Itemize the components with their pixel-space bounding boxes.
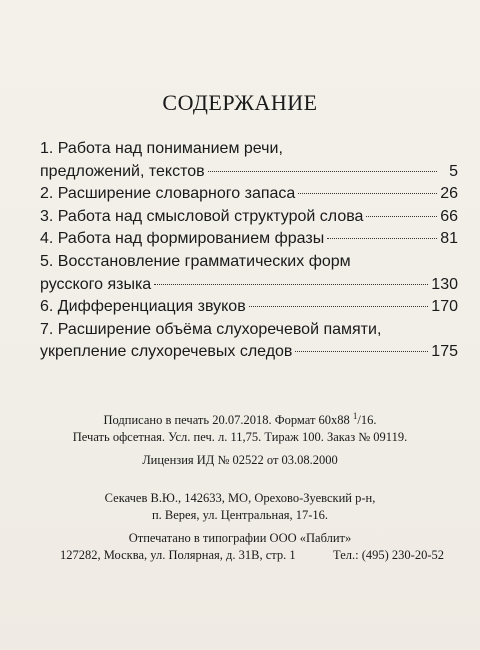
toc-leader-dots [154, 284, 428, 285]
publisher-line-1: Секачев В.Ю., 142633, МО, Орехово-Зуевский р-н, [104, 491, 376, 505]
toc-entry-text: 5. Восстановление грамматических форм [40, 252, 351, 270]
toc-page-number: 5 [449, 162, 458, 180]
printer-line-2 [0, 547, 480, 564]
printer-info [0, 530, 480, 564]
toc-leader-dots [366, 216, 437, 217]
toc-page-number: 170 [431, 298, 458, 316]
toc-entry [40, 319, 458, 342]
toc-entry-text: 2. Расширение словарного запаса [40, 185, 296, 203]
toc-page-number: 26 [440, 185, 458, 203]
toc-leader-dots [298, 193, 437, 194]
page-title: СОДЕРЖАНИЕ [162, 90, 318, 115]
toc-entry-text: 7. Расширение объёма слухоречевой памяти, [40, 320, 382, 338]
table-of-contents [40, 138, 458, 364]
toc-entry-text: 1. Работа над пониманием речи, [40, 140, 283, 157]
publisher-info [0, 490, 480, 524]
toc-entry [40, 183, 458, 206]
toc-leader-dots [295, 351, 428, 352]
toc-entry [40, 251, 458, 274]
toc-entry-text: 4. Работа над формированием фразы [40, 230, 325, 248]
toc-entry [40, 206, 458, 229]
toc-entry [40, 341, 458, 364]
toc-entry-text: 3. Работа над смысловой структурой слова [40, 207, 364, 225]
toc-leader-dots [208, 171, 437, 172]
toc-entry-text: русского языка [40, 275, 152, 293]
printer-line-1: Отпечатано в типографии ООО «Паблит» [128, 531, 352, 545]
toc-entry-text: укрепление слухоречевых следов [40, 343, 293, 361]
toc-page-number: 130 [431, 275, 458, 293]
toc-entry [40, 296, 458, 319]
format-fraction-sub: /16. [357, 413, 377, 428]
printer-phone: Тел.: (495) 230-20-52 [333, 548, 444, 562]
signed-text: Подписано в печать 20.07.2018. Формат 60x88 [103, 413, 350, 428]
format-fraction-sup: 1 [352, 411, 358, 421]
toc-entry-text: предложений, текстов [40, 162, 205, 180]
printer-address: 127282, Москва, ул. Полярная, д. 31В, стр. 1 [60, 548, 296, 562]
publisher-line-2: п. Верея, ул. Центральная, 17-16. [151, 508, 329, 522]
toc-entry [40, 161, 458, 184]
toc-leader-dots [327, 238, 437, 239]
toc-page-number: 66 [440, 207, 458, 225]
toc-leader-dots [249, 306, 429, 307]
toc-page-number: 175 [431, 343, 458, 361]
signed-line [0, 408, 480, 429]
print-details [0, 408, 480, 446]
toc-entry-text: 6. Дифференциация звуков [40, 298, 246, 316]
toc-entry [40, 274, 458, 297]
toc-page-number: 81 [440, 230, 458, 248]
toc-entry [40, 228, 458, 251]
license-line: Лицензия ИД № 02522 от 03.08.2000 [142, 453, 338, 467]
toc-entry [40, 138, 458, 161]
print-line: Печать офсетная. Усл. печ. л. 11,75. Тираж 100. Заказ № 09119. [72, 430, 408, 445]
